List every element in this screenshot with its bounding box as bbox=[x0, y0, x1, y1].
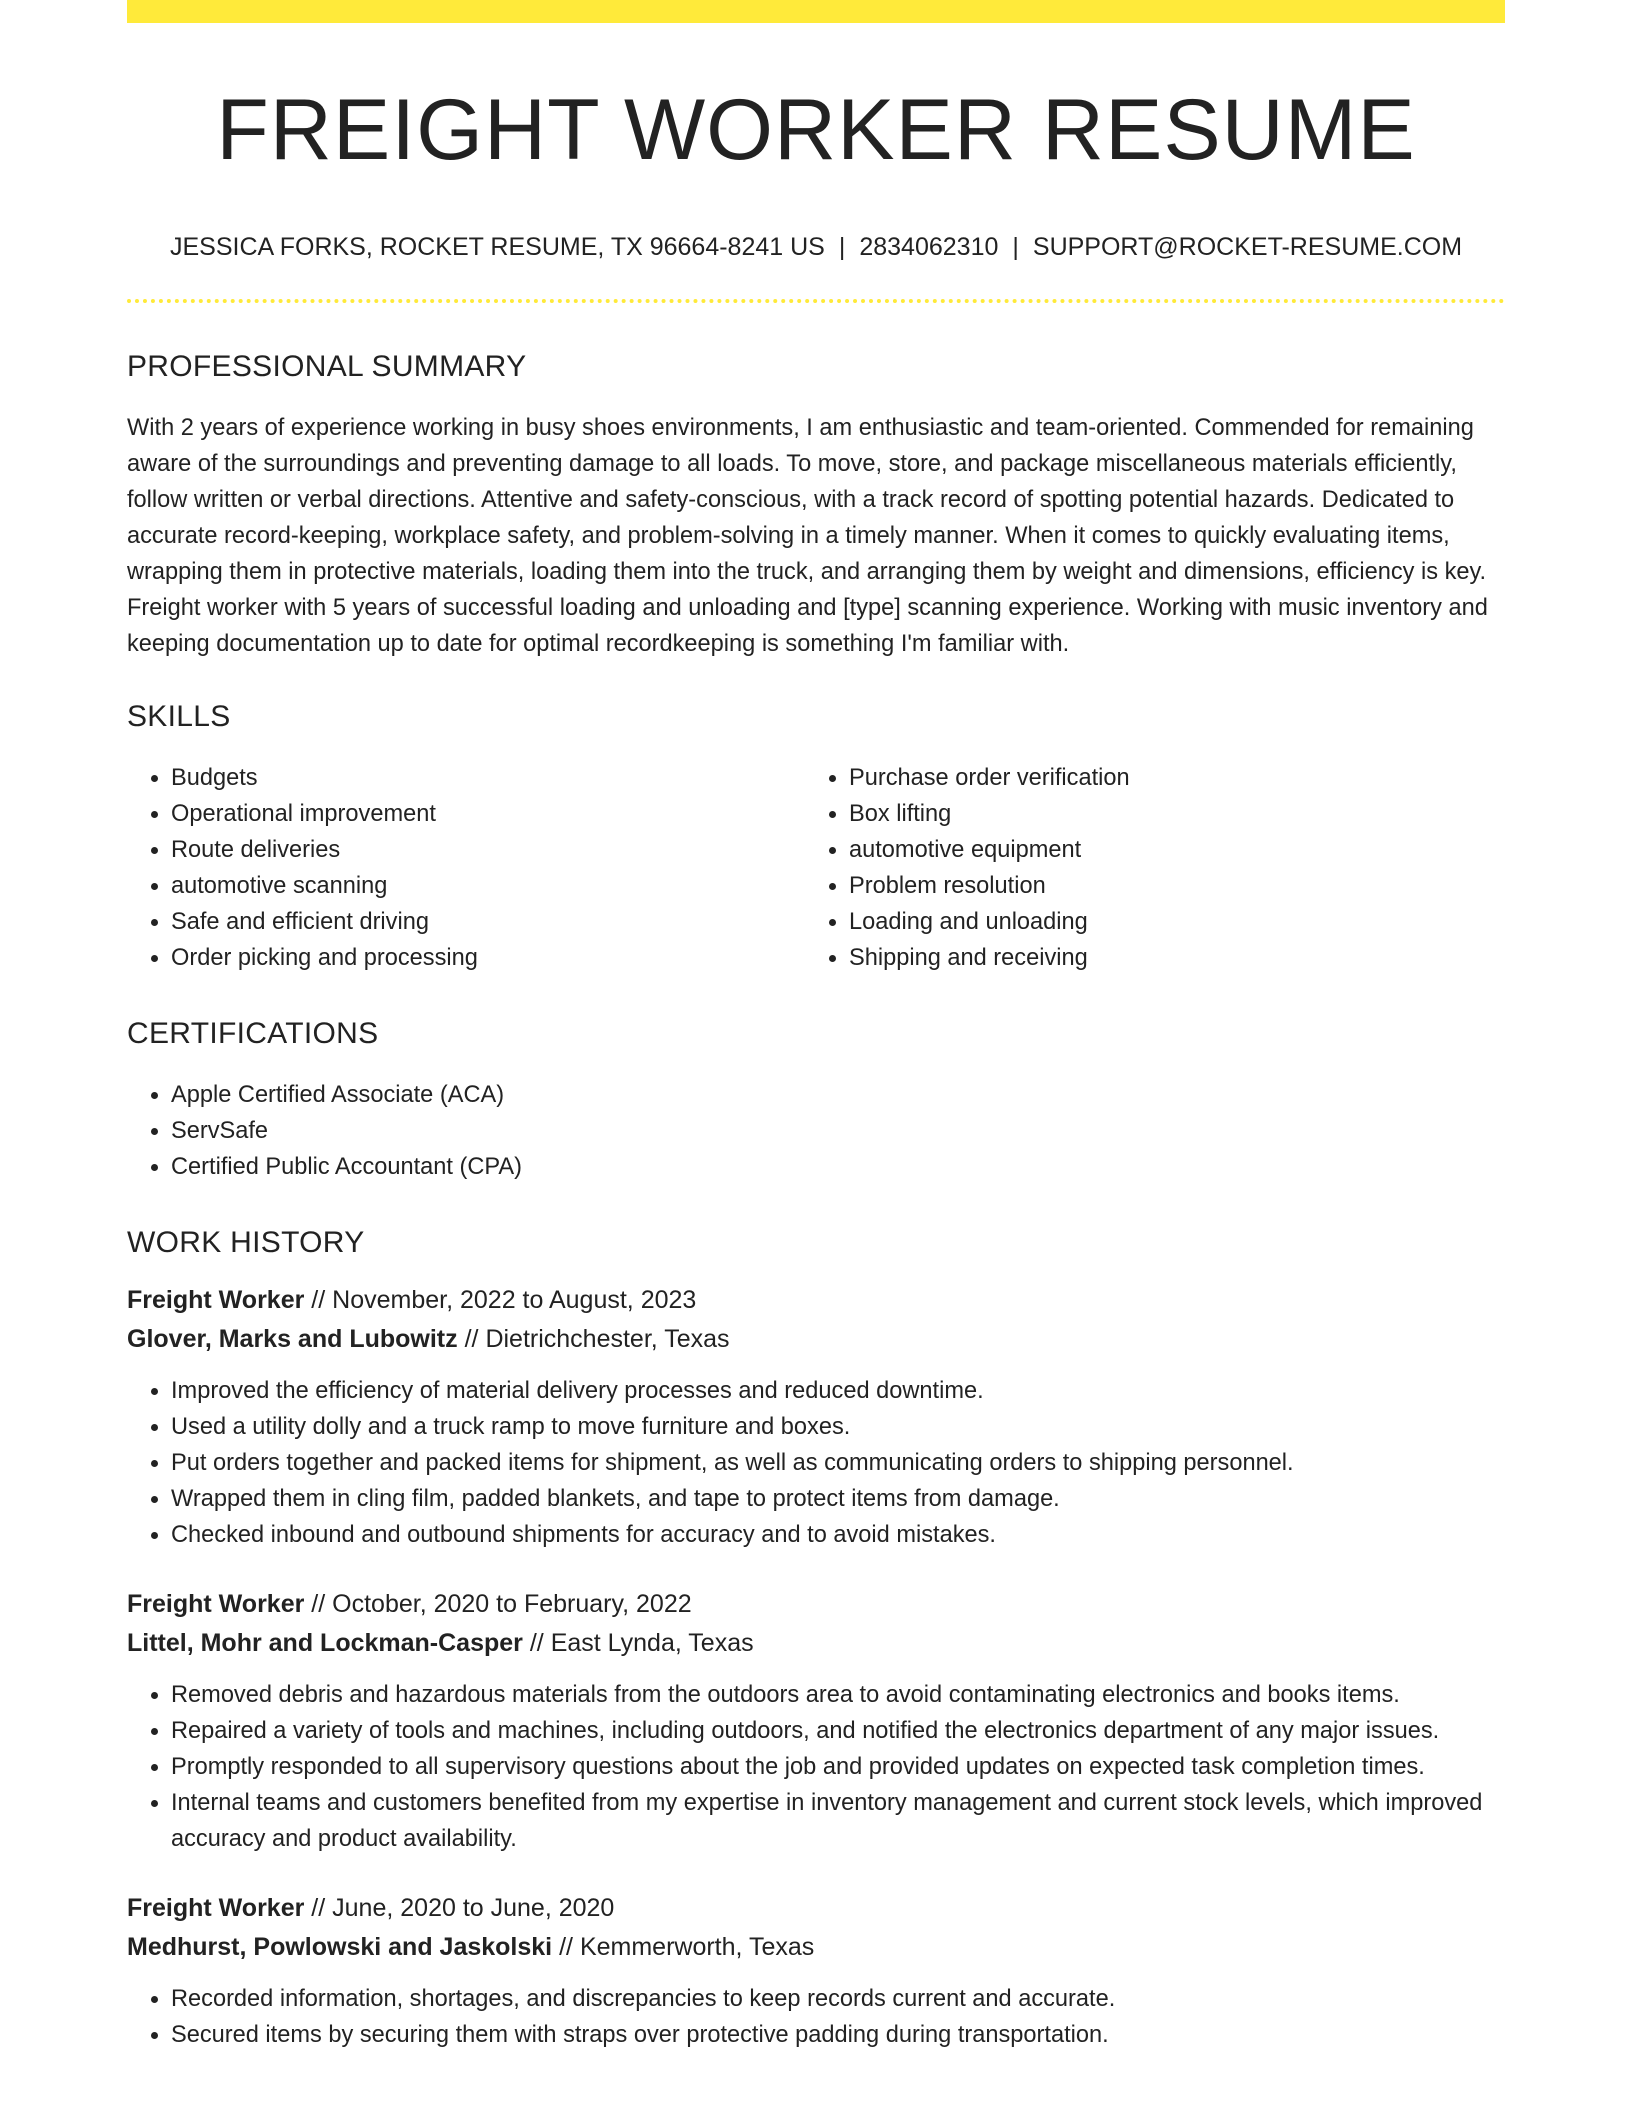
contact-address: JESSICA FORKS, ROCKET RESUME, TX 96664-8241 US bbox=[169, 232, 825, 261]
skill-item: • Operational improvement bbox=[171, 796, 805, 832]
resume-page bbox=[127, 0, 1505, 2053]
job-title: Freight Worker bbox=[127, 1589, 305, 1618]
skills-column-right bbox=[805, 760, 1483, 976]
contact-line bbox=[127, 232, 1505, 262]
certification-item: • Apple Certified Associate (ACA) bbox=[171, 1077, 1505, 1113]
job-bullet: • Repaired a variety of tools and machines, including outdoors, and notified the electronics department of any major issues. bbox=[171, 1713, 1505, 1749]
job-bullet: • Removed debris and hazardous materials from the outdoors area to avoid contaminating electronics and books items. bbox=[171, 1677, 1505, 1713]
job-entry bbox=[127, 1889, 1505, 2053]
skill-item: • Order picking and processing bbox=[171, 940, 805, 976]
job-company: Medhurst, Powlowski and Jaskolski bbox=[127, 1932, 553, 1961]
skill-item: • Loading and unloading bbox=[849, 904, 1483, 940]
skill-item: • automotive equipment bbox=[849, 832, 1483, 868]
job-title-line bbox=[127, 1281, 1505, 1320]
job-dates: November, 2022 to August, 2023 bbox=[332, 1285, 697, 1314]
job-company: Glover, Marks and Lubowitz bbox=[127, 1324, 458, 1353]
job-title: Freight Worker bbox=[127, 1285, 305, 1314]
contact-email: SUPPORT@ROCKET-RESUME.COM bbox=[1032, 232, 1463, 261]
summary-heading: PROFESSIONAL SUMMARY bbox=[127, 349, 527, 383]
job-bullet: • Put orders together and packed items for shipment, as well as communicating orders to shipping personnel. bbox=[171, 1445, 1505, 1481]
job-dash: // bbox=[311, 1285, 326, 1314]
job-company-line bbox=[127, 1624, 1505, 1663]
job-entry bbox=[127, 1585, 1505, 1857]
certification-item: • Certified Public Accountant (CPA) bbox=[171, 1149, 1505, 1185]
skill-item: • Box lifting bbox=[849, 796, 1483, 832]
skills-column-left bbox=[127, 760, 805, 976]
job-bullet: • Promptly responded to all supervisory questions about the job and provided updates on expected task completion times. bbox=[171, 1749, 1505, 1785]
job-bullet: • Wrapped them in cling film, padded blankets, and tape to protect items from damage. bbox=[171, 1481, 1505, 1517]
resume-title: FREIGHT WORKER RESUME bbox=[216, 82, 1416, 178]
skill-item: • automotive scanning bbox=[171, 868, 805, 904]
top-accent-bar bbox=[127, 0, 1505, 23]
job-dates: June, 2020 to June, 2020 bbox=[332, 1893, 615, 1922]
job-dates: October, 2020 to February, 2022 bbox=[332, 1589, 692, 1618]
work-history-heading: WORK HISTORY bbox=[127, 1225, 365, 1259]
job-entry bbox=[127, 1281, 1505, 1553]
job-bullets bbox=[127, 1981, 1505, 2053]
certifications-heading: CERTIFICATIONS bbox=[127, 1016, 379, 1050]
job-bullets bbox=[127, 1677, 1505, 1857]
skill-item: • Budgets bbox=[171, 760, 805, 796]
job-dash: // bbox=[311, 1589, 326, 1618]
job-dash: // bbox=[311, 1893, 326, 1922]
skill-item: • Problem resolution bbox=[849, 868, 1483, 904]
job-location: East Lynda, Texas bbox=[550, 1628, 754, 1657]
job-dash: // bbox=[464, 1324, 479, 1353]
job-location: Dietrichchester, Texas bbox=[485, 1324, 730, 1353]
job-dash: // bbox=[559, 1932, 573, 1961]
job-bullet: • Improved the efficiency of material delivery processes and reduced downtime. bbox=[171, 1373, 1505, 1409]
skill-item: • Purchase order verification bbox=[849, 760, 1483, 796]
summary-text: With 2 years of experience working in busy shoes environments, I am enthusiastic and team-oriented. Commended for remaining aware of the surroundings and preventing damage to all loads. To move, store, and package miscellaneous materials efficiently, follow written or verbal directions. Attentive and safety-conscious, with a track record of spotting potential hazards. Dedicated to accurate record-keeping, workplace safety, and problem-solving in a timely manner. When it comes to quickly evaluating items, wrapping them in protective materials, loading them into the truck, and arranging them by weight and dimensions, efficiency is key. Freight worker with 5 years of successful loading and unloading and [type] scanning experience. Working with music inventory and keeping documentation up to date for optimal recordkeeping is something I'm familiar with. bbox=[127, 414, 1488, 657]
skill-item: • Shipping and receiving bbox=[849, 940, 1483, 976]
contact-separator: | bbox=[838, 232, 846, 261]
skill-item: • Safe and efficient driving bbox=[171, 904, 805, 940]
job-location: Kemmerworth, Texas bbox=[579, 1932, 815, 1961]
job-title-line bbox=[127, 1889, 1505, 1928]
job-dash: // bbox=[529, 1628, 544, 1657]
job-bullet: • Secured items by securing them with straps over protective padding during transportation. bbox=[171, 2017, 1505, 2053]
skills-list-left bbox=[127, 760, 805, 976]
skills-grid bbox=[127, 760, 1505, 976]
job-bullet: • Used a utility dolly and a truck ramp to move furniture and boxes. bbox=[171, 1409, 1505, 1445]
certification-item: • ServSafe bbox=[171, 1113, 1505, 1149]
skills-list-right bbox=[805, 760, 1483, 976]
contact-separator: | bbox=[1012, 232, 1019, 261]
job-title: Freight Worker bbox=[127, 1893, 305, 1922]
job-title-line bbox=[127, 1585, 1505, 1624]
job-bullets bbox=[127, 1373, 1505, 1553]
header-divider bbox=[127, 299, 1505, 303]
job-bullet: • Recorded information, shortages, and discrepancies to keep records current and accurate. bbox=[171, 1981, 1505, 2017]
skills-heading: SKILLS bbox=[127, 699, 231, 733]
job-company: Littel, Mohr and Lockman-Casper bbox=[127, 1628, 523, 1657]
skill-item: • Route deliveries bbox=[171, 832, 805, 868]
job-company-line bbox=[127, 1928, 1505, 1967]
job-bullet: • Internal teams and customers benefited from my expertise in inventory management and current stock levels, which improved accuracy and product availability. bbox=[171, 1785, 1505, 1857]
certifications-list bbox=[127, 1077, 1505, 1185]
job-company-line bbox=[127, 1320, 1505, 1359]
contact-phone: 2834062310 bbox=[859, 232, 999, 261]
job-bullet: • Checked inbound and outbound shipments for accuracy and to avoid mistakes. bbox=[171, 1517, 1505, 1553]
